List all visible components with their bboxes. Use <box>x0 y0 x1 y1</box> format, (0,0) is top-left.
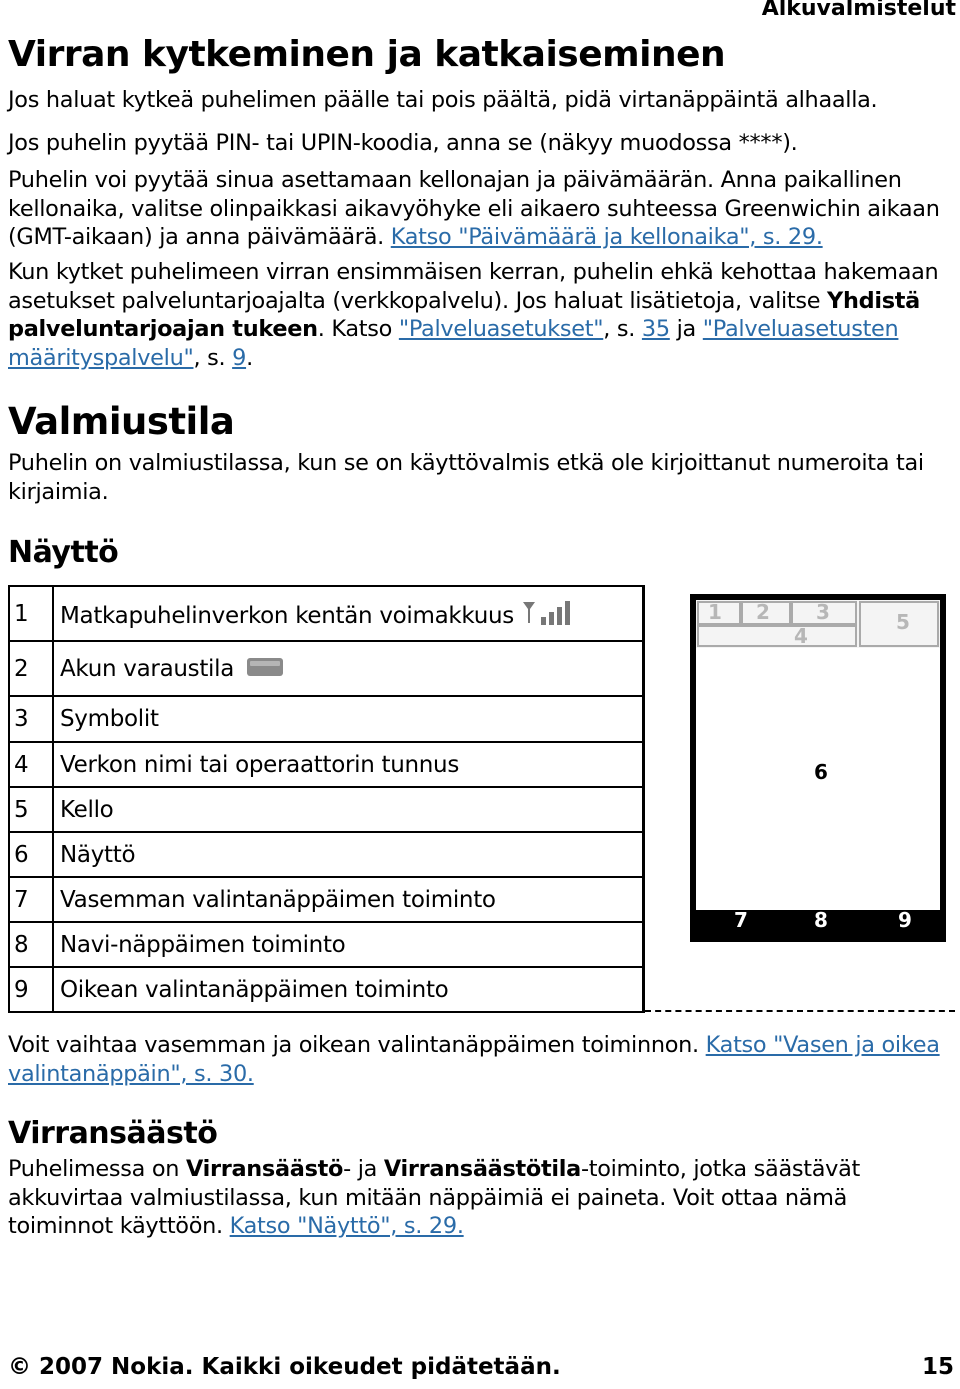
p4-text-4: ja <box>669 316 703 342</box>
legend-number: 5 <box>9 787 53 832</box>
p4-text-6: . <box>246 344 253 371</box>
status-bar <box>696 600 940 648</box>
table-row <box>9 641 643 696</box>
legend-label-text: Matkapuhelinverkon kentän voimakkuus <box>60 602 514 629</box>
display-legend-table <box>8 585 644 1013</box>
settings-service-page-link[interactable]: 9 <box>232 344 247 371</box>
table-row <box>9 742 643 787</box>
display-title: Näyttö <box>8 535 119 570</box>
legend-label <box>53 641 643 696</box>
softkey-paragraph-text: Voit vaihtaa vasemman ja oikean valintanäppäimen toiminnon. <box>8 1032 706 1058</box>
battery-icon <box>247 656 283 678</box>
legend-label-text: Akun varaustila <box>60 655 235 682</box>
legend-label: Kello <box>53 787 643 832</box>
powersave-mode-option: Virransäästötila <box>383 1156 581 1182</box>
table-divider <box>643 585 645 1013</box>
legend-label: Vasemman valintanäppäimen toiminto <box>53 877 643 922</box>
power-title: Virran kytkeminen ja katkaiseminen <box>8 34 726 75</box>
date-time-link[interactable]: Katso "Päivämäärä ja kellonaika", s. 29. <box>390 224 823 250</box>
phone-label-5: 5 <box>896 610 910 634</box>
powersave-text-1: Puhelimessa on <box>8 1156 186 1182</box>
powersave-option: Virransäästö <box>185 1156 344 1182</box>
settings-service-link[interactable]: "Palveluasetusten määrityspalvelu" <box>8 316 899 371</box>
legend-label: Näyttö <box>53 832 643 877</box>
softkey-paragraph <box>8 1031 954 1088</box>
phone-label-7: 7 <box>734 908 748 932</box>
powersave-title: Virransäästö <box>8 1116 218 1151</box>
power-paragraph-4 <box>8 258 954 372</box>
power-paragraph-3 <box>8 166 954 252</box>
phone-display-diagram <box>690 594 946 942</box>
phone-label-2: 2 <box>756 600 770 624</box>
powersave-text-3: -toiminto, jotka säästävät akkuvirtaa valmiustilassa, kun mitään näppäimiä ei paineta. Voit ottaa nämä toiminnot käyttöön. <box>8 1156 860 1239</box>
p4-text-5: , s. <box>193 344 233 371</box>
powersave-text-2: - ja <box>343 1156 384 1182</box>
softkey-bar <box>696 910 940 936</box>
phone-label-3: 3 <box>816 600 830 624</box>
table-row <box>9 787 643 832</box>
legend-number: 6 <box>9 832 53 877</box>
phone-label-4: 4 <box>794 624 808 648</box>
phone-label-9: 9 <box>898 908 912 932</box>
table-row <box>9 967 643 1012</box>
power-paragraph-1: Jos haluat kytkeä puhelimen päälle tai pois päältä, pidä virtanäppäintä alhaalla. <box>8 87 878 113</box>
service-settings-link[interactable]: "Palveluasetukset" <box>398 316 604 342</box>
signal-strength-icon <box>521 599 573 627</box>
legend-label: Navi-näppäimen toiminto <box>53 922 643 967</box>
display-settings-link[interactable]: Katso "Näyttö", s. 29. <box>229 1213 464 1239</box>
p4-text-3: , s. <box>603 316 642 342</box>
service-settings-page-link[interactable]: 35 <box>641 316 670 342</box>
p4-text-1: Kun kytket puhelimeen virran ensimmäisen kerran, puhelin ehkä kehottaa hakemaan asetukset palveluntarjoajalta (verkkopalvelu). Jos haluat lisätietoja, valitse <box>8 259 939 314</box>
power-paragraph-2: Jos puhelin pyytää PIN- tai UPIN-koodia, anna se (näkyy muodossa ****). <box>8 130 798 156</box>
legend-number: 1 <box>9 586 53 641</box>
legend-label <box>53 586 643 641</box>
legend-number: 9 <box>9 967 53 1012</box>
legend-label: Oikean valintanäppäimen toiminto <box>53 967 643 1012</box>
connect-support-option: Yhdistä palveluntarjoajan tukeen <box>8 287 920 342</box>
legend-number: 3 <box>9 696 53 742</box>
table-row <box>9 586 643 641</box>
standby-paragraph: Puhelin on valmiustilassa, kun se on käyttövalmis etkä ole kirjoittanut numeroita tai kirjaimia. <box>8 450 924 505</box>
phone-label-1: 1 <box>708 600 722 624</box>
dashed-divider <box>645 1010 955 1012</box>
power-paragraph-3-text: Puhelin voi pyytää sinua asettamaan kellonajan ja päivämäärän. Anna paikallinen kellonaika, valitse olinpaikkasi aikavyöhyke eli aikaero suhteessa Greenwichin aikaan (GMT-aikaan) ja anna päivämäärä. <box>8 167 940 250</box>
phone-label-6: 6 <box>814 760 828 784</box>
legend-label: Verkon nimi tai operaattorin tunnus <box>53 742 643 787</box>
page-number: 15 <box>921 1354 954 1380</box>
legend-number: 8 <box>9 922 53 967</box>
footer-copyright: © 2007 Nokia. Kaikki oikeudet pidätetään. <box>8 1354 561 1380</box>
standby-title: Valmiustila <box>8 400 235 443</box>
legend-label: Symbolit <box>53 696 643 742</box>
section-header: Alkuvalmistelut <box>761 0 956 21</box>
table-row <box>9 922 643 967</box>
table-row <box>9 877 643 922</box>
legend-number: 4 <box>9 742 53 787</box>
phone-label-8: 8 <box>814 908 828 932</box>
legend-number: 2 <box>9 641 53 696</box>
table-row <box>9 696 643 742</box>
powersave-paragraph <box>8 1155 954 1241</box>
softkey-link[interactable]: Katso "Vasen ja oikea valintanäppäin", s. 30. <box>8 1032 940 1087</box>
legend-number: 7 <box>9 877 53 922</box>
table-row <box>9 832 643 877</box>
p4-text-2: . Katso <box>317 316 399 342</box>
